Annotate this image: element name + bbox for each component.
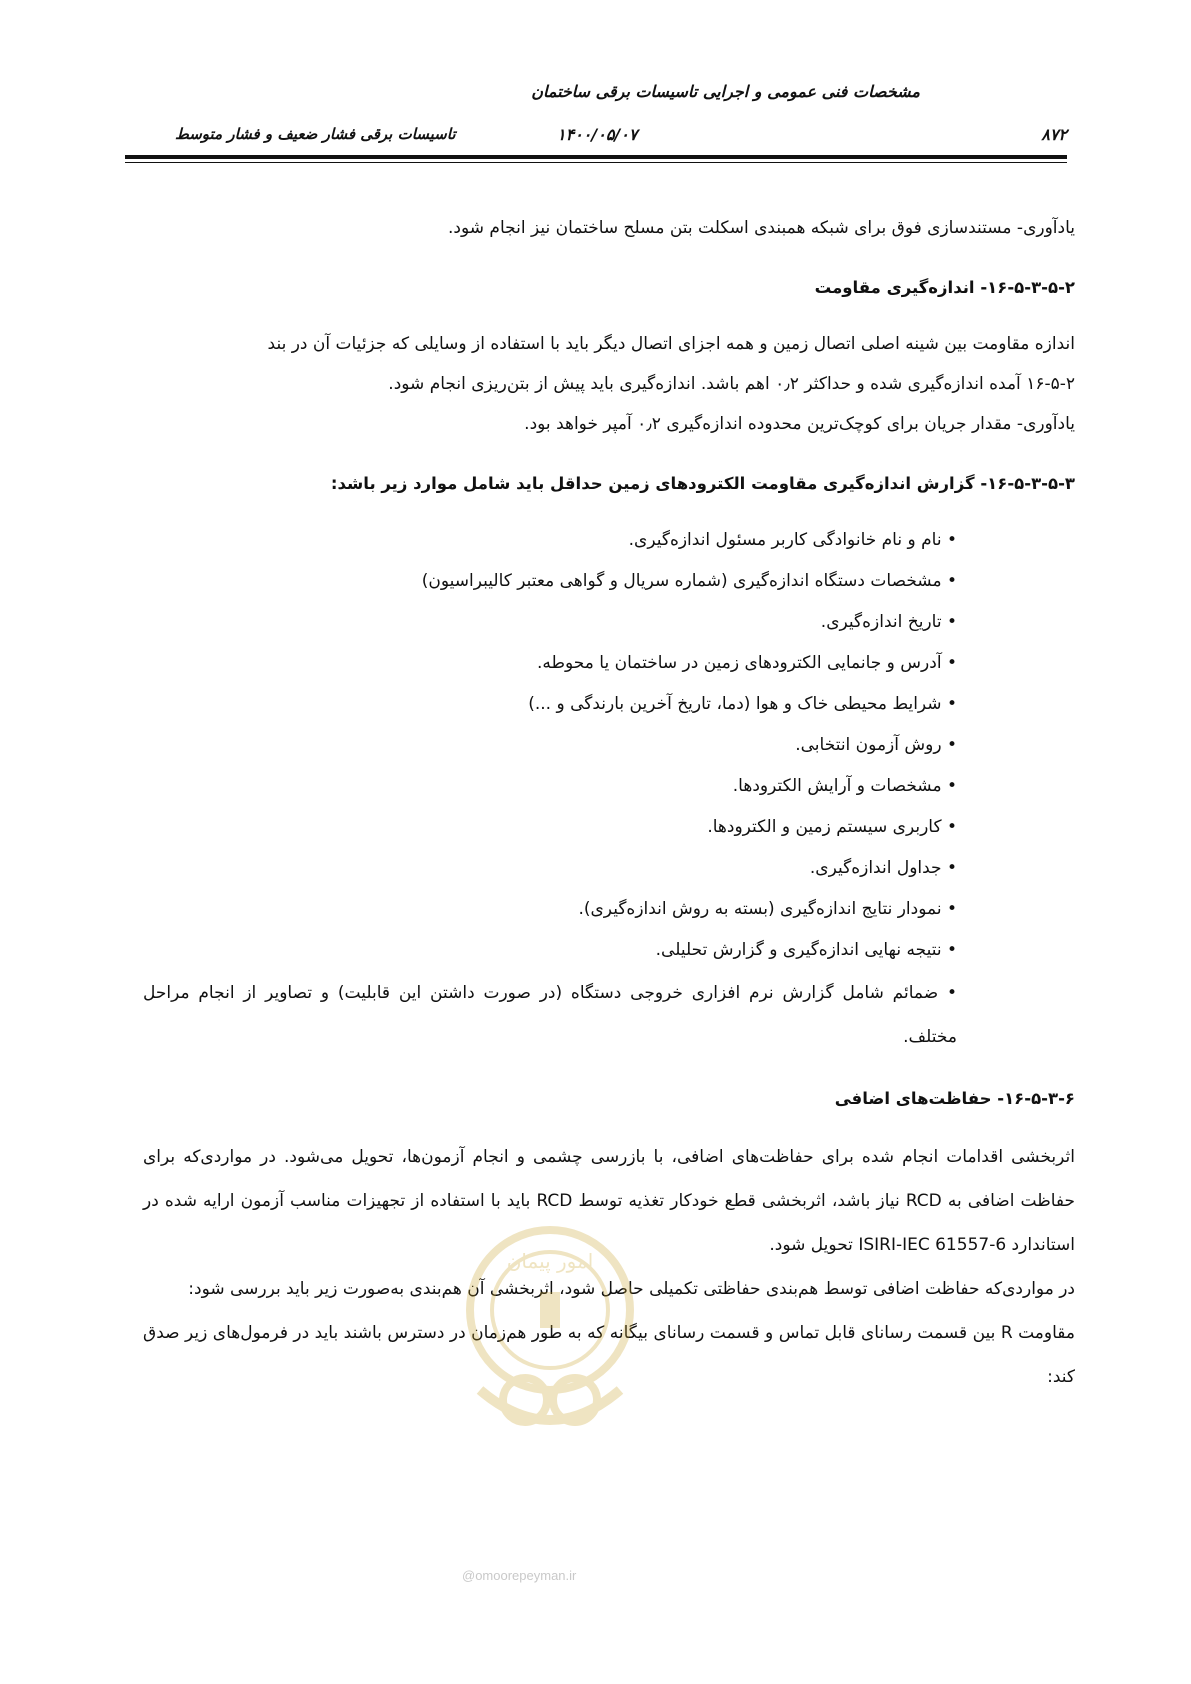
paragraph-line: اندازه مقاومت بین شینه اصلی اتصال زمین و همه اجزای اتصال دیگر باید با استفاده از وسایلی که جزئیات آن در بند (267, 334, 1075, 354)
list-item: • نام و نام خانوادگی کاربر مسئول اندازه‌گیری. (143, 520, 957, 561)
paragraph: مقاومت R بین قسمت رسانای قابل تماس و قسمت رسانای بیگانه که به طور هم‌زمان در دسترس باشند باید در فرمول‌های زیر صدق کند: (143, 1323, 1075, 1387)
paragraph-line: ۱۶-۵-۲ آمده اندازه‌گیری شده و حداکثر ۰٫۲ اهم باشد. اندازه‌گیری باید پیش از بتن‌ریزی انجام شود. (388, 374, 1075, 394)
heading-additional-protection: ۱۶-۵-۳-۶- حفاظت‌های اضافی (834, 1089, 1075, 1108)
running-header (125, 125, 1067, 145)
list-item: • روش آزمون انتخابی. (143, 725, 957, 766)
header-rule-thick (125, 155, 1067, 159)
heading-resistance-measurement: ۱۶-۵-۳-۵-۲- اندازه‌گیری مقاومت (814, 278, 1075, 297)
note-paragraph: یادآوری- مقدار جریان برای کوچک‌ترین محدوده اندازه‌گیری ۰٫۲ آمپر خواهد بود. (524, 414, 1075, 434)
list-item: • نتیجه نهایی اندازه‌گیری و گزارش تحلیلی. (143, 930, 957, 971)
watermark-url: @omoorepeyman.ir (462, 1568, 577, 1583)
list-item: • نمودار نتایج اندازه‌گیری (بسته به روش اندازه‌گیری). (143, 889, 957, 930)
document-title: مشخصات فنی عمومی و اجرایی تاسیسات برقی ساختمان (531, 82, 920, 101)
note-paragraph: یادآوری- مستندسازی فوق برای شبکه همبندی اسکلت بتن مسلح ساختمان نیز انجام شود. (448, 218, 1075, 238)
list-item: • ضمائم شامل گزارش نرم افزاری خروجی دستگاه (در صورت داشتن این قابلیت) و تصاویر از انجام مراحل مختلف. (143, 971, 1075, 1059)
list-item: • آدرس و جانمایی الکترودهای زمین در ساختمان یا محوطه. (143, 643, 957, 684)
header-date: ۱۴۰۰/۰۵/۰۷ (557, 125, 638, 144)
list-item: • مشخصات و آرایش الکترودها. (143, 766, 957, 807)
document-body (143, 208, 1075, 1399)
list-item: • شرایط محیطی خاک و هوا (دما، تاریخ آخرین بارندگی و ...) (143, 684, 957, 725)
list-item: • تاریخ اندازه‌گیری. (143, 602, 957, 643)
paragraph: در موارد‌ی‌که حفاظت اضافی توسط هم‌بندی حفاظتی تکمیلی حاصل شود، اثربخشی آن هم‌بندی به‌صورت زیر باید بررسی شود: (188, 1279, 1075, 1299)
heading-report: ۱۶-۵-۳-۵-۳- گزارش اندازه‌گیری مقاومت الکترودهای زمین حداقل باید شامل موارد زیر باشد: (330, 474, 1075, 493)
list-item: • مشخصات دستگاه اندازه‌گیری (شماره سریال و گواهی معتبر کالیبراسیون) (143, 561, 957, 602)
report-items-list (143, 520, 1075, 1059)
section-title: تاسیسات برقی فشار ضعیف و فشار متوسط (175, 125, 456, 143)
header-rule-thin (125, 162, 1067, 163)
watermark-seal-text: امور پیمان (506, 1249, 594, 1273)
list-item: • جداول اندازه‌گیری. (143, 848, 957, 889)
list-item: • کاربری سیستم زمین و الکترودها. (143, 807, 957, 848)
page-number: ۸۷۲ (1041, 125, 1067, 144)
paragraph: اثربخشی اقدامات انجام شده برای حفاظت‌های اضافی، با بازرسی چشمی و انجام آزمون‌ها، تحویل می‌شود. در موارد‌ی‌که برای حفاظت اضافی به RCD نیاز باشد، اثربخشی قطع خودکار تغذیه توسط RCD باید با استفاده از تجهیزات مناسب آزمون ارایه شده در استاندارد ISIRI-IEC 61557-6 تحویل شود. (143, 1147, 1076, 1255)
